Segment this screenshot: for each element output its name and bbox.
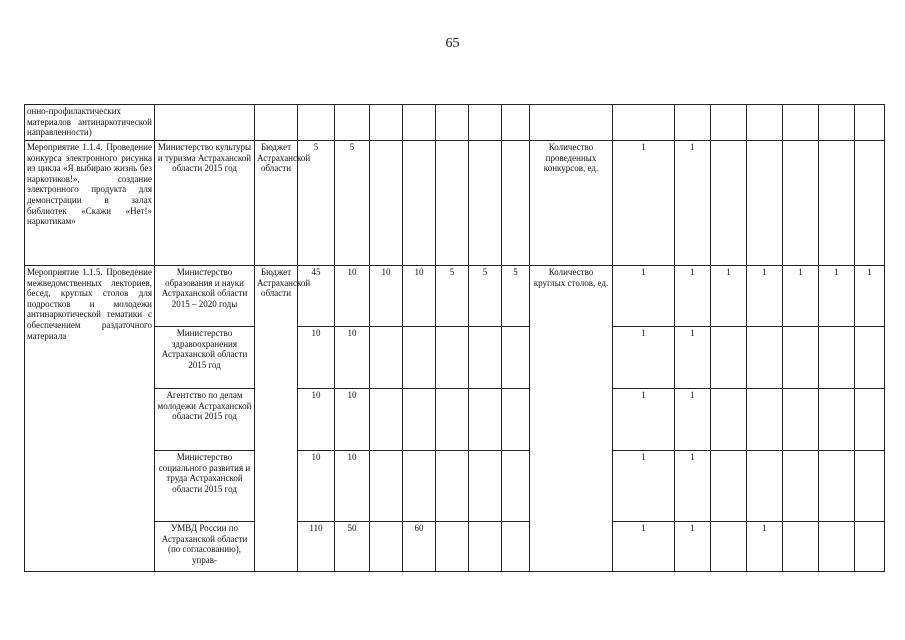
amount-cell: 5: [502, 266, 530, 327]
amount-cell: 10: [298, 451, 335, 522]
executor-cell: Министерство социального развития и труда Астраханской области 2015 год: [155, 451, 255, 522]
table-row: [25, 141, 885, 266]
table-row: [25, 105, 885, 141]
table-row: [25, 266, 885, 327]
amount-cell: 10: [403, 266, 436, 327]
amount-cell: 10: [335, 266, 370, 327]
indicator-value: 1: [855, 266, 885, 327]
indicator-value: 1: [613, 451, 675, 522]
amount-cell: [370, 522, 403, 572]
amount-cell: 5: [436, 266, 469, 327]
indicator-value: 1: [675, 266, 711, 327]
page-number: 65: [445, 36, 460, 51]
amount-cell: 5: [469, 266, 502, 327]
indicator-value: 1: [675, 522, 711, 572]
amount-cell: 5: [335, 141, 370, 266]
indicator-value: 1: [675, 327, 711, 389]
funding-source: Бюджет Астраханской области: [255, 141, 298, 266]
indicator-value: 1: [675, 451, 711, 522]
continuation-cell: онно-профилактических материалов антинаркотической направленности): [25, 105, 155, 141]
amount-cell: 50: [335, 522, 370, 572]
executor-cell: Агентство по делам молодежи Астраханской области 2015 год: [155, 389, 255, 451]
amount-cell: 110: [298, 522, 335, 572]
indicator-value: 1: [747, 522, 783, 572]
amount-cell: 10: [298, 327, 335, 389]
indicator-value: 1: [783, 266, 819, 327]
executor-cell: Министерство здравоохранения Астраханской области 2015 год: [155, 327, 255, 389]
indicator-value: 1: [613, 389, 675, 451]
indicator-value: 1: [819, 266, 855, 327]
indicator-value: 1: [613, 522, 675, 572]
funding-source: Бюджет Астраханской области: [255, 266, 298, 572]
program-table: [24, 104, 885, 572]
amount-cell: 5: [298, 141, 335, 266]
amount-cell: 60: [403, 522, 436, 572]
amount-cell: 10: [298, 389, 335, 451]
indicator-value: 1: [711, 266, 747, 327]
amount-cell: 10: [335, 451, 370, 522]
indicator-value: 1: [747, 266, 783, 327]
measure-title: Мероприятие 1.1.4. Проведение конкурса электронного рисунка из цикла «Я выбираю жизнь без наркотиков!», создание электронного продукта для демонстрации в залах библиотек «Скажи «Нет!» наркотикам»: [25, 141, 155, 266]
indicator-cell: Количество круглых столов, ед.: [530, 266, 613, 572]
amount-cell: 10: [335, 389, 370, 451]
executor-cell: УМВД России по Астраханской области (по согласованию), управ-: [155, 522, 255, 572]
executor-cell: Министерство культуры и туризма Астраханской области 2015 год: [155, 141, 255, 266]
indicator-value: 1: [675, 141, 711, 266]
indicator-value: 1: [613, 327, 675, 389]
measure-title: Мероприятие 1.1.5. Проведение межведомственных лекториев, бесед, круглых столов для подростков и молодежи антинаркотической тематики с обеспечением раздаточного материала: [25, 266, 155, 572]
amount-cell: 10: [335, 327, 370, 389]
indicator-value: 1: [675, 389, 711, 451]
amount-cell: 45: [298, 266, 335, 327]
indicator-cell: Количество проведенных конкурсов, ед.: [530, 141, 613, 266]
indicator-value: 1: [613, 141, 675, 266]
executor-cell: Министерство образования и науки Астраханской области 2015 – 2020 годы: [155, 266, 255, 327]
amount-cell: 10: [370, 266, 403, 327]
indicator-value: 1: [613, 266, 675, 327]
indicator-value: [711, 522, 747, 572]
